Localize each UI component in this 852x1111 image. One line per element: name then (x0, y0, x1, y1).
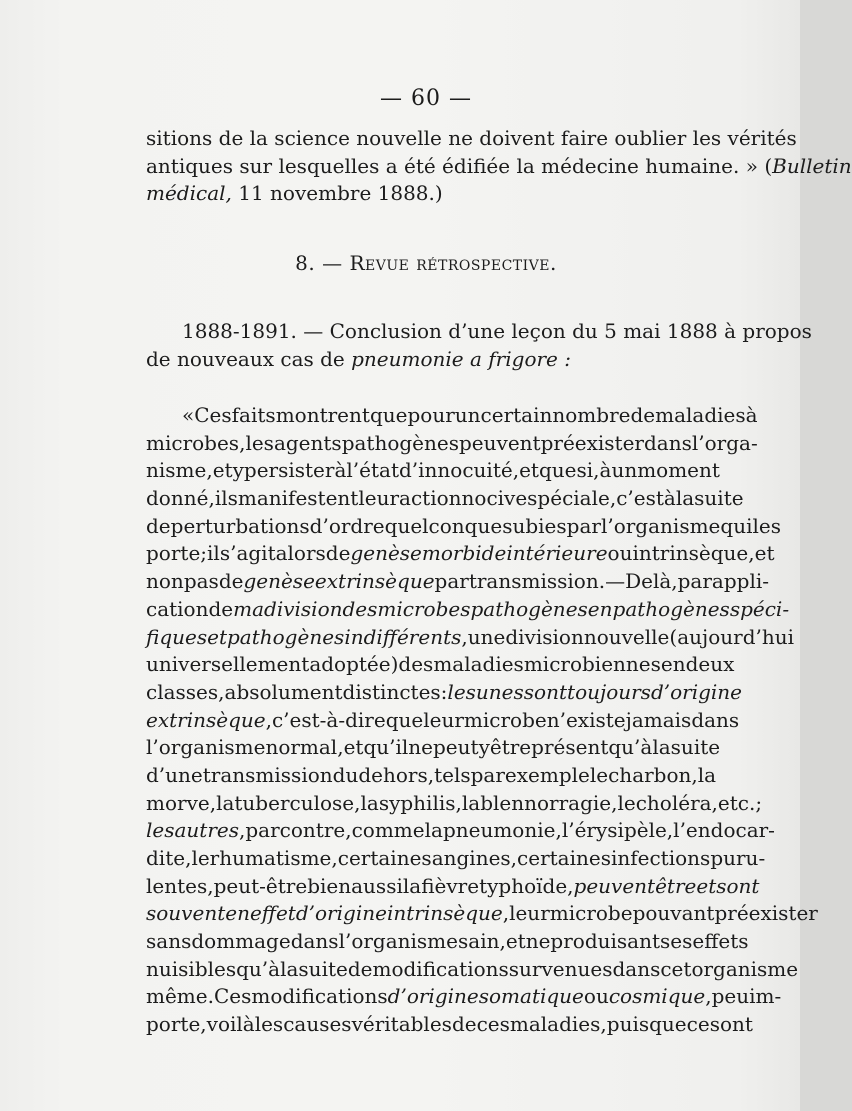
text-line: sans dommage dans l’organisme sain, et ne produisant ses effets (146, 929, 749, 954)
page-number: — 60 — (380, 86, 472, 111)
text-line: de perturbations d’ordre quelconque subies par l’organisme qui les (146, 513, 781, 538)
text-line: nisme, et y persister à l’état d’innocuité, et que si, à un moment (146, 458, 720, 483)
paragraph-quote (146, 402, 818, 1039)
text-line: lentes, peut-être bien aussi la fièvre typhoïde, peuvent être et sont (146, 873, 760, 898)
text-line: de nouveaux cas de pneumonie a frigore : (146, 346, 571, 371)
text-line: nuisibles qu’à la suite de modifications survenues dans cet organisme (146, 956, 799, 981)
text-line: médical, 11 novembre 1888.) (146, 181, 443, 206)
text-line: antiques sur lesquelles a été édifiée la médecine humaine. » ( Bulletin (146, 153, 852, 178)
text-line: 1888-1891. — Conclusion d’une leçon du 5 mai 1888 à propos (182, 319, 812, 343)
text-line: universellement adoptée) des maladies microbiennes en deux (146, 652, 735, 677)
section-heading: 8. — Revue rétrospective. (295, 251, 557, 275)
text-line: souvent en effet d’origine intrinsèque, leur microbe pouvant préexister (146, 901, 818, 926)
text-line: l’organisme normal, et qu’il ne peut y être présent qu’à la suite (146, 735, 721, 760)
text-line: porte ; il s’agit alors de genèse morbide intérieure ou intrinsèque, et (146, 541, 775, 566)
paragraph-conclusion (146, 318, 812, 373)
text-line: « Ces faits montrent que pour un certain nombre de maladies à (182, 403, 758, 427)
text-line: sitions de la science nouvelle ne doivent faire oublier les vérités (146, 126, 797, 150)
paragraph-top (146, 125, 852, 208)
text-line: extrinsèque, c’est-à-dire que leur microbe n’existe jamais dans (146, 707, 740, 732)
text-line: donné, ils manifestent leur action nocive spéciale, c’est à la suite (146, 486, 744, 511)
text-line: même. Ces modifications d’origine somatique ou cosmique, peu im- (146, 984, 782, 1009)
text-line: morve, la tuberculose, la syphilis, la blennorragie, le choléra, etc. ; (146, 790, 763, 815)
text-line: dite, le rhumatisme, certaines angines, certaines infections puru- (146, 846, 766, 870)
text-line: fiques et pathogènes indifférents, une division nouvelle (aujourd’hui (146, 624, 795, 649)
text-line: les autres, par contre, comme la pneumonie, l’érysipèle, l’endocar- (146, 818, 775, 843)
text-line: porte, voilà les causes véritables de ces maladies, puisque ce sont (146, 1012, 753, 1037)
text-line: d’une transmission du dehors, tels par exemple le charbon, la (146, 762, 717, 787)
text-line: cation de ma division des microbes pathogènes en pathogènes spéci- (146, 596, 790, 621)
text-line: classes, absolument distinctes : les unes sont toujours d’origine (146, 679, 743, 704)
text-line: non pas de genèse extrinsèque par transmission. — De là, par appli- (146, 569, 770, 594)
text-line: microbes, les agents pathogènes peuvent préexister dans l’orga- (146, 430, 758, 455)
